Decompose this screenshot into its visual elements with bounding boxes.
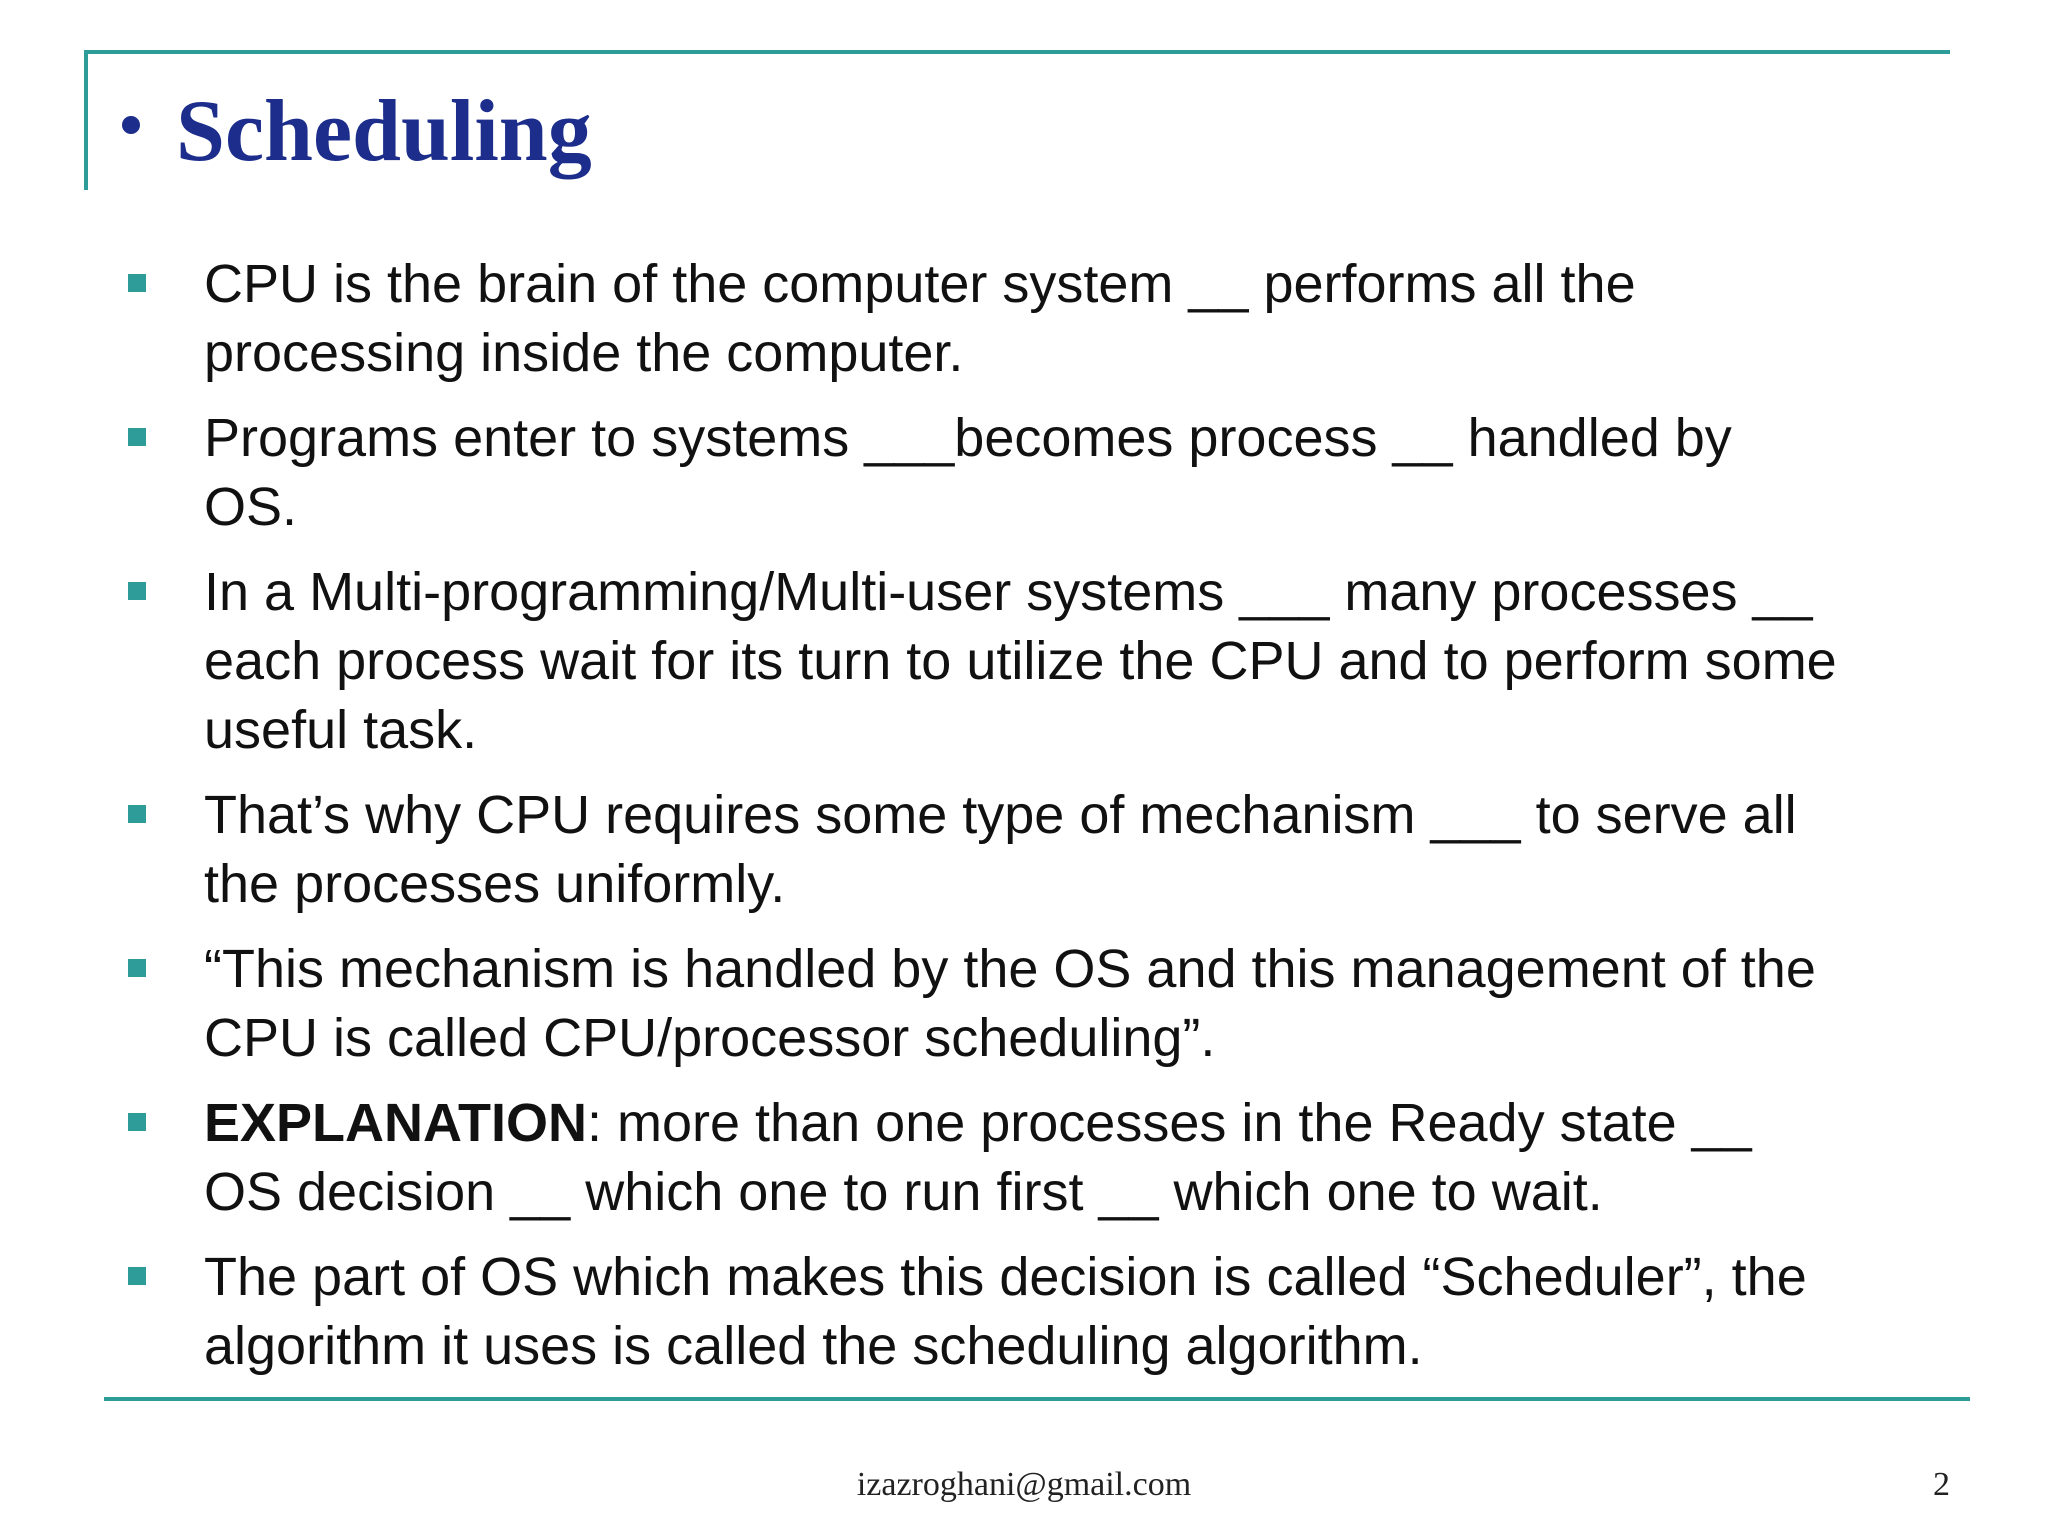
bullet-item <box>120 1243 1960 1381</box>
bullet-item <box>120 558 1960 765</box>
bullet-text <box>204 250 1960 388</box>
square-bullet-icon <box>128 1113 146 1131</box>
bullet-text <box>204 1089 1960 1227</box>
slide-title-text: Scheduling <box>176 83 592 180</box>
bullet-item <box>120 250 1960 388</box>
title-bullet-icon <box>122 116 140 134</box>
bullet-body: CPU is the brain of the computer system __ performs all the processing inside the computer. <box>204 254 1636 383</box>
square-bullet-icon <box>128 1267 146 1285</box>
bullet-body: The part of OS which makes this decision is called “Scheduler”, the algorithm it uses is called the scheduling algorithm. <box>204 1247 1807 1376</box>
bullet-list <box>120 250 1960 1397</box>
footer-email: izazroghani@gmail.com <box>856 1466 1192 1503</box>
bullet-lead: EXPLANATION <box>204 1093 588 1153</box>
bullet-text <box>204 781 1960 919</box>
bullet-item <box>120 781 1960 919</box>
page-number: 2 <box>1933 1466 1950 1503</box>
bullet-text <box>204 935 1960 1073</box>
bullet-item <box>120 404 1960 542</box>
bullet-body: Programs enter to systems ___becomes process __ handled by OS. <box>204 408 1732 537</box>
bullet-item <box>120 1089 1960 1227</box>
bullet-body: : more than one processes in the Ready state __ OS decision __ which one to run first __ which one to wait. <box>204 1093 1752 1222</box>
bullet-text <box>204 558 1960 765</box>
title-frame-left-border <box>84 50 88 190</box>
square-bullet-icon <box>128 274 146 292</box>
bullet-text <box>204 1243 1960 1381</box>
square-bullet-icon <box>128 959 146 977</box>
slide-title <box>122 84 592 181</box>
bullet-text <box>204 404 1960 542</box>
bullet-item <box>120 935 1960 1073</box>
bullet-body: In a Multi-programming/Multi-user systems ___ many processes __ each process wait for its turn to utilize the CPU and to perform some useful task. <box>204 562 1837 760</box>
title-frame-top-border <box>84 50 1950 54</box>
bullet-body: That’s why CPU requires some type of mechanism ___ to serve all the processes uniformly. <box>204 785 1797 914</box>
bullet-body: “This mechanism is handled by the OS and this management of the CPU is called CPU/processor scheduling”. <box>204 939 1816 1068</box>
footer-divider <box>104 1397 1970 1401</box>
square-bullet-icon <box>128 428 146 446</box>
square-bullet-icon <box>128 582 146 600</box>
square-bullet-icon <box>128 805 146 823</box>
